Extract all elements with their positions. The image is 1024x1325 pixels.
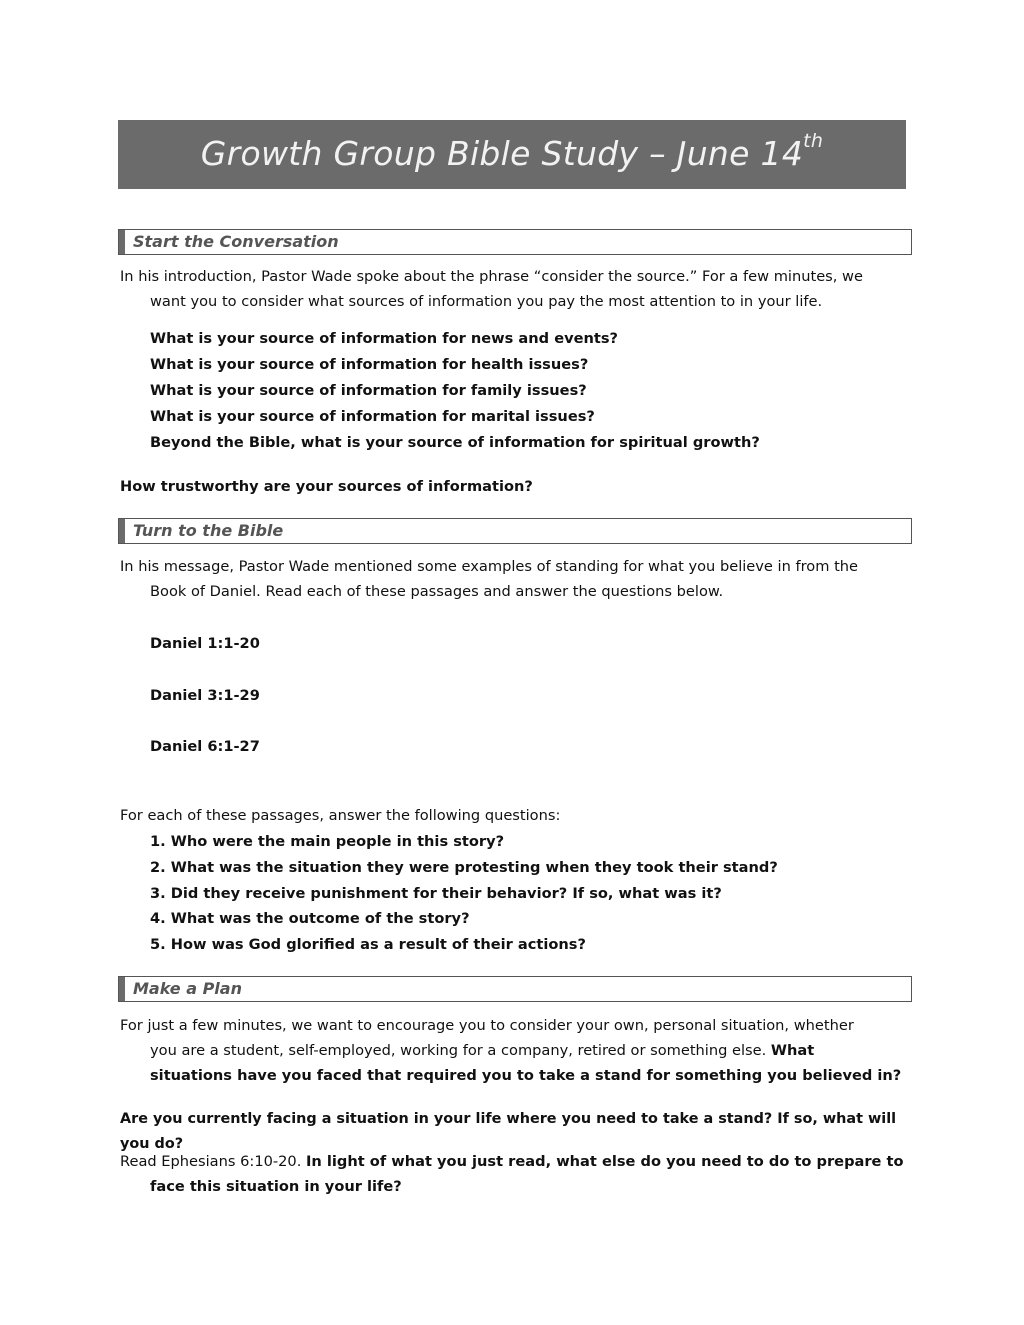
section-header-plan xyxy=(118,976,912,1002)
numbered-question: 3. Did they receive punishment for their behavior? If so, what was it? xyxy=(150,884,722,902)
section-title-start: Start the Conversation xyxy=(133,232,339,251)
section-title-plan: Make a Plan xyxy=(133,979,242,998)
numbered-question: 5. How was God glorified as a result of their actions? xyxy=(150,936,586,954)
title-superscript: th xyxy=(803,130,824,152)
section-header-bible xyxy=(118,518,912,544)
start-intro-line2: want you to consider what sources of information you pay the most attention to in your life. xyxy=(150,293,823,310)
passage-questions-intro: For each of these passages, answer the following questions: xyxy=(120,807,561,824)
trust-question: How trustworthy are your sources of information? xyxy=(120,478,533,495)
start-questions xyxy=(150,326,760,456)
plan-line2-bold: What xyxy=(770,1042,815,1059)
passage-reference: Daniel 3:1-29 xyxy=(150,687,260,704)
ephesians-prompt xyxy=(120,1149,930,1199)
plan-line2: you are a student, self-employed, working for a company, retired or something else. xyxy=(150,1042,771,1059)
question-item: What is your source of information for health issues? xyxy=(150,356,589,373)
plan-intro xyxy=(120,1013,930,1088)
question-item: What is your source of information for family issues? xyxy=(150,382,587,399)
title-banner xyxy=(118,120,906,189)
numbered-question: 2. What was the situation they were protesting when they took their stand? xyxy=(150,858,778,876)
bible-intro-line2: Book of Daniel. Read each of these passages and answer the questions below. xyxy=(150,583,724,600)
bible-intro xyxy=(120,554,930,604)
numbered-question: 1. Who were the main people in this story? xyxy=(150,833,505,850)
ephesians-question: In light of what you just read, what else do you need to do to prepare to xyxy=(306,1153,904,1170)
page-title xyxy=(200,130,824,173)
section-title-bible: Turn to the Bible xyxy=(133,521,284,540)
title-main: Growth Group Bible Study – June 14 xyxy=(200,134,804,173)
start-intro xyxy=(120,264,930,314)
plan-line3-bold: situations have you faced that required you to take a stand for something you believed in? xyxy=(150,1067,902,1084)
passage-reference: Daniel 6:1-27 xyxy=(150,738,260,755)
question-item: What is your source of information for marital issues? xyxy=(150,408,595,425)
current-situation-question: Are you currently facing a situation in your life where you need to take a stand? If so, what will you do? xyxy=(120,1111,897,1152)
question-item: Beyond the Bible, what is your source of information for spiritual growth? xyxy=(150,434,760,451)
ephesians-question-cont: face this situation in your life? xyxy=(150,1178,402,1195)
section-header-start xyxy=(118,229,912,255)
plan-line1: For just a few minutes, we want to encourage you to consider your own, personal situation, whether xyxy=(120,1017,854,1034)
ephesians-reference: Read Ephesians 6:10-20. xyxy=(120,1153,306,1170)
start-intro-line1: In his introduction, Pastor Wade spoke about the phrase “consider the source.” For a few minutes, we xyxy=(120,268,863,285)
numbered-question: 4. What was the outcome of the story? xyxy=(150,910,470,928)
passage-reference: Daniel 1:1-20 xyxy=(150,635,260,652)
bible-intro-line1: In his message, Pastor Wade mentioned some examples of standing for what you believe in from the xyxy=(120,558,859,575)
question-item: What is your source of information for news and events? xyxy=(150,330,619,347)
passage-questions xyxy=(150,829,778,958)
